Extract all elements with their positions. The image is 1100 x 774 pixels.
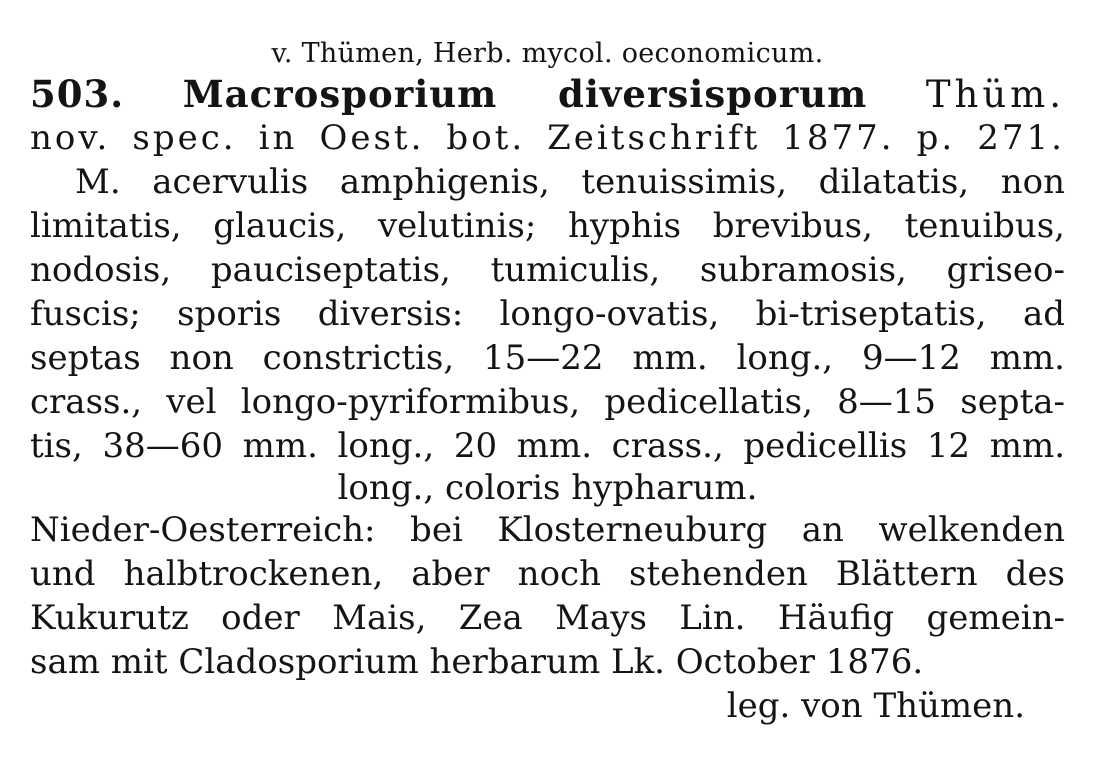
herbarium-header: v. Thümen, Herb. mycol. oeconomicum. xyxy=(271,38,824,69)
locality-line: und halbtrockenen, aber noch stehenden Blättern des xyxy=(30,554,1065,594)
citation: nov. spec. in Oest. bot. Zeitschrift 1877. p. 271. xyxy=(30,118,1065,158)
species-author: Thüm. xyxy=(925,73,1065,116)
collector: leg. von Thümen. xyxy=(726,686,1025,726)
description-line: crass., vel longo-pyriformibus, pedicellatis, 8—15 septa- xyxy=(30,382,1065,422)
locality-line: sam mit Cladosporium herbarum Lk. October 1876. xyxy=(30,642,924,682)
description-line: fuscis; sporis diversis: longo-ovatis, bi-triseptatis, ad xyxy=(30,294,1065,334)
locality-line: Kukurutz oder Mais, Zea Mays Lin. Häufig gemein- xyxy=(30,598,1065,638)
locality-line: Nieder-Oesterreich: bei Klosterneuburg an welkenden xyxy=(30,510,1065,550)
entry-title xyxy=(30,72,1065,117)
description-line: septas non constrictis, 15—22 mm. long., 9—12 mm. xyxy=(30,338,1065,378)
entry-number: 503. xyxy=(30,72,125,116)
description-line: nodosis, pauciseptatis, tumiculis, subramosis, griseo- xyxy=(30,250,1065,290)
description-line: limitatis, glaucis, velutinis; hyphis brevibus, tenuibus, xyxy=(30,206,1065,246)
description-line: M. acervulis amphigenis, tenuissimis, dilatatis, non xyxy=(75,162,1065,202)
description-line: tis, 38—60 mm. long., 20 mm. crass., pedicellis 12 mm. xyxy=(30,426,1065,466)
description-line: long., coloris hypharum. xyxy=(337,468,758,508)
species-name: Macrosporium diversisporum xyxy=(182,72,868,116)
